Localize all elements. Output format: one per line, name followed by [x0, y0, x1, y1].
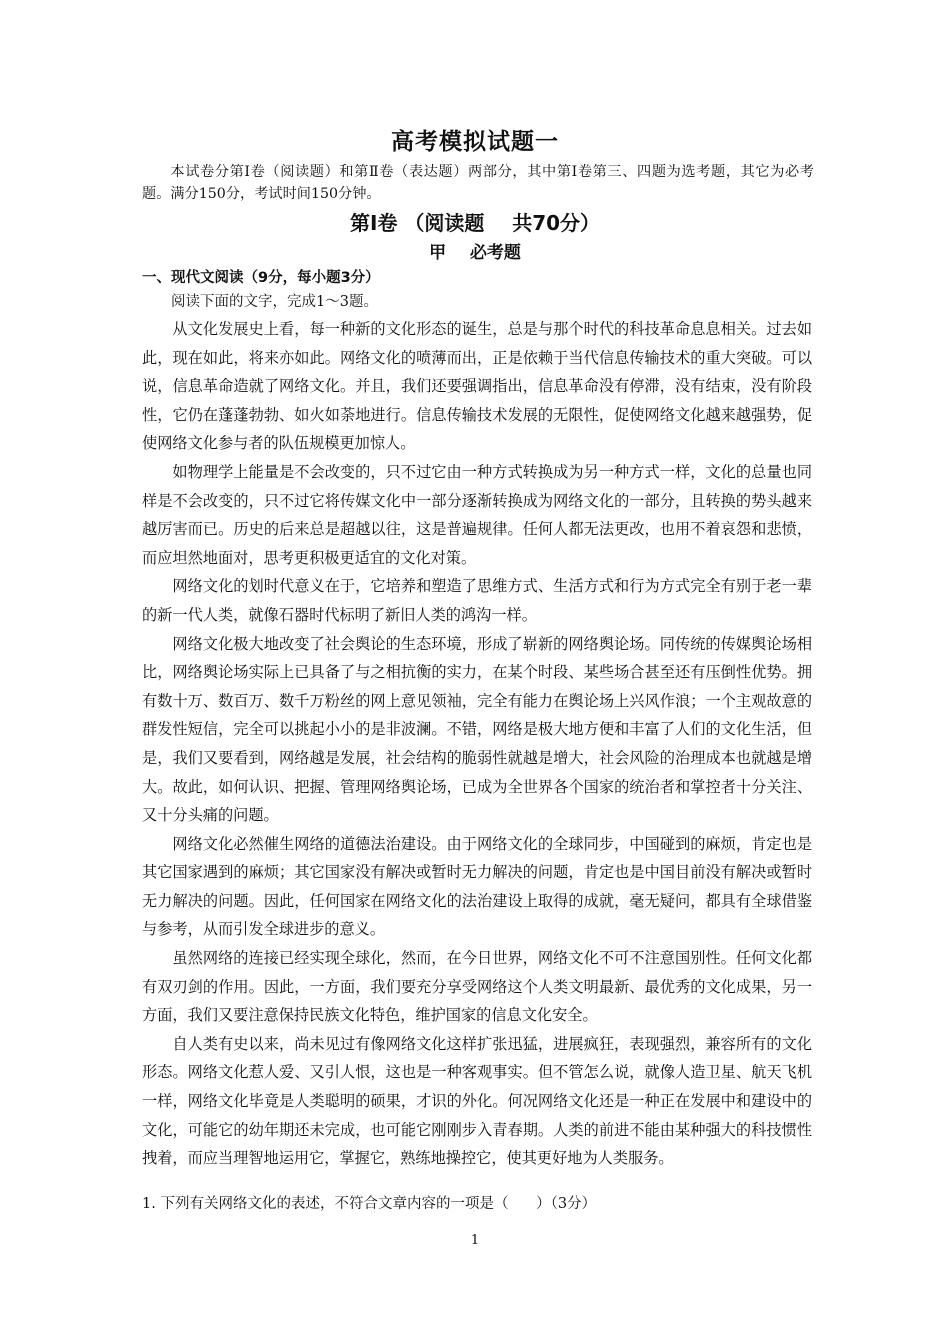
reading-passage — [142, 315, 812, 1173]
exam-title: 高考模拟试题一 — [391, 129, 559, 155]
page-number: 1 — [470, 1233, 480, 1248]
question-1: 1. 下列有关网络文化的表述，不符合文章内容的一项是（ ）（3分） — [142, 1196, 597, 1212]
reading-instruction: 阅读下面的文字，完成1～3题。 — [171, 294, 378, 310]
passage-paragraph: 网络文化极大地改变了社会舆论的生态环境，形成了崭新的网络舆论场。同传统的传媒舆论场相比，网络舆论场实际上已具备了与之相抗衡的实力，在某个时段、某些场合甚至还有压倒性优势。拥有数十万、数百万、数千万粉丝的网上意见领袖，完全有能力在舆论场上兴风作浪；一个主观故意的群发性短信，完全可以挑起小小的是非波澜。不错，网络是极大地方便和丰富了人们的文化生活，但是，我们又要看到，网络越是发展，社会结构的脆弱性就越是增大，社会风险的治理成本也就越是增大。故此，如何认识、把握、管理网络舆论场，已成为全世界各个国家的统治者和掌控者十分关注、又十分头痛的问题。 — [142, 634, 812, 825]
exam-intro: 本试卷分第Ⅰ卷（阅读题）和第Ⅱ卷（表达题）两部分，其中第Ⅰ卷第三、四题为选考题，其它为必考题。满分150分，考试时间150分钟。 — [142, 164, 814, 202]
passage-paragraph: 如物理学上能量是不会改变的，只不过它由一种方式转换成为另一种方式一样，文化的总量也同样是不会改变的，只不过它将传媒文化中一部分逐渐转换成为网络文化的一部分，且转换的势头越来越厉害而已。历史的后来总是超越以往，这是普遍规律。任何人都无法更改，也用不着哀怨和悲愤，而应坦然地面对，思考更积极更适宜的文化对策。 — [142, 462, 812, 567]
section-group-heading: 甲 必考题 — [429, 243, 521, 263]
section-heading: 一、现代文阅读（9分，每小题3分） — [142, 270, 380, 286]
passage-paragraph: 自人类有史以来，尚未见过有像网络文化这样扩张迅猛，进展疯狂，表现强烈，兼容所有的文化形态。网络文化惹人爱、又引人恨，这也是一种客观事实。但不管怎么说，就像人造卫星、航天飞机一样，网络文化毕竟是人类聪明的硕果，才识的外化。何况网络文化还是一种正在发展中和建设中的文化，可能它的幼年期还未完成，也可能它刚刚步入青春期。人类的前进不能由某种强大的科技惯性拽着，而应当理智地运用它，掌握它，熟练地操控它，使其更好地为人类服务。 — [142, 1034, 812, 1168]
passage-paragraph: 虽然网络的连接已经实现全球化，然而，在今日世界，网络文化不可不注意国别性。任何文化都有双刃剑的作用。因此，一方面，我们要充分享受网络这个人类文明最新、最优秀的文化成果，另一方面，我们又要注意保持民族文化特色，维护国家的信息文化安全。 — [142, 949, 812, 1025]
volume-heading: 第Ⅰ卷 （阅读题 共70分） — [349, 211, 601, 235]
passage-paragraph: 网络文化的划时代意义在于，它培养和塑造了思维方式、生活方式和行为方式完全有别于老一辈的新一代人类，就像石器时代标明了新旧人类的鸿沟一样。 — [142, 577, 812, 624]
passage-paragraph: 从文化发展史上看，每一种新的文化形态的诞生，总是与那个时代的科技革命息息相关。过去如此，现在如此，将来亦如此。网络文化的喷薄而出，正是依赖于当代信息传输技术的重大突破。可以说，信息革命造就了网络文化。并且，我们还要强调指出，信息革命没有停滞，没有结束，没有阶段性，它仍在蓬蓬勃勃、如火如荼地进行。信息传输技术发展的无限性，促使网络文化越来越强势，促使网络文化参与者的队伍规模更加惊人。 — [142, 320, 812, 453]
passage-paragraph: 网络文化必然催生网络的道德法治建设。由于网络文化的全球同步，中国碰到的麻烦，肯定也是其它国家遇到的麻烦；其它国家没有解决或暂时无力解决的问题，肯定也是中国目前没有解决或暂时无力解决的问题。因此，任何国家在网络文化的法治建设上取得的成就，毫无疑问，都具有全球借鉴与参考，从而引发全球进步的意义。 — [142, 834, 812, 939]
